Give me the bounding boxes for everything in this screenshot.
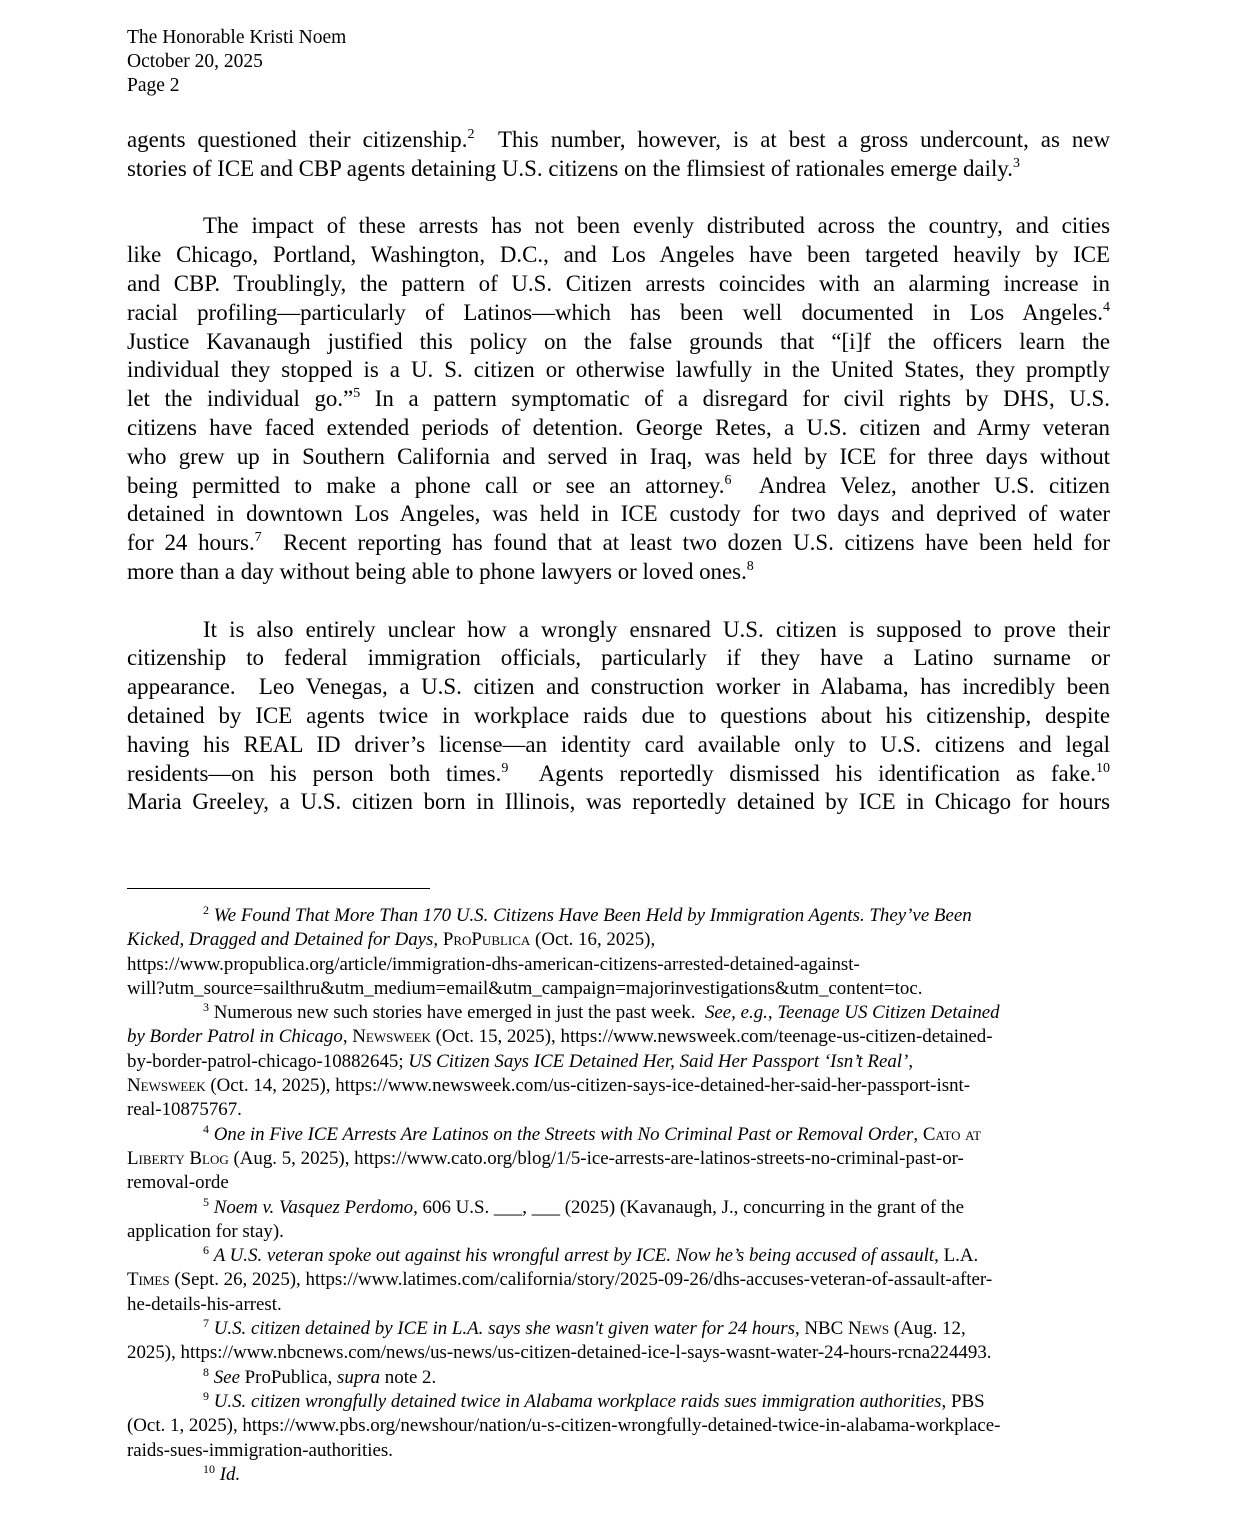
small-caps-text: Times	[127, 1269, 170, 1291]
footnote-marker: 10	[203, 1461, 215, 1476]
footnote-marker: 2	[467, 127, 475, 142]
text-run: note 2.	[380, 1366, 437, 1388]
italic-text: U.S. citizen wrongfully detained twice in Alabama workplace raids sues immigration authorities	[213, 1390, 942, 1412]
footnote-marker: 6	[203, 1243, 209, 1258]
page-number: Page 2	[127, 75, 180, 96]
small-caps-text: News	[847, 1318, 890, 1340]
text-run: raids-sues-immigration-authorities.	[127, 1439, 393, 1461]
paragraph-line	[127, 558, 1110, 587]
footnote-line	[127, 1196, 1110, 1220]
paragraph-line	[127, 529, 1110, 558]
italic-text: supra	[337, 1366, 381, 1388]
text-run: , 606 U.S. ___, ___ (2025) (Kavanaugh, J., concurring in the grant of the	[413, 1196, 964, 1218]
text-run: more than a day without being able to phone lawyers or loved ones.	[127, 558, 747, 584]
text-run: removal-orde	[127, 1172, 229, 1194]
text-run: ,	[767, 1002, 778, 1024]
text-run: (Oct. 1, 2025), https://www.pbs.org/newshour/nation/u-s-citizen-wrongfully-detained-twice-in-alabama-workplace-	[127, 1415, 1001, 1437]
paragraph-line	[127, 702, 1110, 731]
italic-text: US Citizen Says ICE Detained Her, Said Her Passport ‘Isn’t Real’	[408, 1050, 909, 1072]
italic-text: Noem v. Vasquez Perdomo	[213, 1196, 414, 1218]
footnote-line	[127, 1050, 1110, 1074]
footnote-line	[127, 904, 1110, 928]
footnote-marker: 9	[501, 760, 509, 776]
text-run: agents questioned their citizenship.	[127, 127, 468, 152]
text-run: stories of ICE and CBP agents detaining U.S. citizens on the flimsiest of rationales emerge daily.	[127, 155, 1013, 181]
footnote-separator	[127, 888, 430, 889]
footnote-marker: 3	[203, 1000, 209, 1015]
text-run: ,	[342, 1026, 353, 1048]
text-run: detained in downtown Los Angeles, was held in ICE custody for two days and deprived of water	[127, 501, 1110, 527]
text-run: he-details-his-arrest.	[127, 1293, 282, 1315]
text-run: ,	[913, 1123, 923, 1145]
italic-text: U.S. citizen detained by ICE in L.A. says she wasn't given water for 24 hours	[213, 1318, 795, 1340]
footnote-8	[127, 1366, 1110, 1390]
italic-text: by Border Patrol in Chicago	[127, 1026, 343, 1048]
paragraph-line	[127, 241, 1110, 270]
footnote-marker: 5	[203, 1194, 209, 1209]
footnote-line	[127, 1268, 1110, 1292]
text-run: Justice Kavanaugh justified this policy on the false grounds that “[i]f the officers learn the	[127, 328, 1110, 354]
text-run: https://www.propublica.org/article/immigration-dhs-american-citizens-arrested-detained-against-	[127, 953, 860, 975]
footnote-line	[127, 1293, 1110, 1317]
paragraph-line	[127, 472, 1110, 501]
text-run: (Aug. 12,	[889, 1318, 966, 1340]
footnote-line	[127, 1366, 1110, 1390]
text-run: will?utm_source=sailthru&utm_medium=email&utm_campaign=majorinvestigations&utm_content=toc.	[127, 977, 923, 999]
paragraph-line	[127, 644, 1110, 673]
footnote-5	[127, 1196, 1110, 1245]
paragraph-line	[127, 731, 1110, 760]
small-caps-text: Liberty Blog	[127, 1147, 229, 1169]
text-run: (Oct. 14, 2025), https://www.newsweek.com/us-citizen-says-ice-detained-her-said-her-passport-isnt-	[205, 1075, 971, 1097]
text-run: In a pattern symptomatic of a disregard for civil rights by DHS, U.S.	[360, 386, 1110, 412]
footnote-marker: 2	[203, 903, 209, 917]
small-caps-text: Cato at	[922, 1123, 982, 1145]
footnote-line	[127, 1390, 1110, 1414]
text-run: application for stay).	[127, 1220, 284, 1242]
footnote-marker: 4	[203, 1121, 209, 1136]
text-run: The impact of these arrests has not been evenly distributed across the country, and cities	[203, 213, 1110, 239]
italic-text: A U.S. veteran spoke out against his wrongful arrest by ICE. Now he’s being accused of assault	[213, 1245, 935, 1267]
italic-text: See, e.g.	[704, 1002, 768, 1024]
footnote-marker: 8	[746, 558, 754, 574]
footnote-marker: 6	[724, 472, 732, 488]
footnotes	[127, 904, 1110, 1487]
footnote-line	[127, 1317, 1110, 1341]
text-run: citizens have faced extended periods of detention. George Retes, a U.S. citizen and Army veteran	[127, 414, 1110, 440]
footnote-line	[127, 1463, 1110, 1487]
text-run: (Oct. 16, 2025),	[530, 929, 656, 951]
footnote-9	[127, 1390, 1110, 1463]
text-run: appearance. Leo Venegas, a U.S. citizen and construction worker in Alabama, has incredibly been	[127, 674, 1110, 700]
footnote-2	[127, 904, 1110, 1001]
body-text	[127, 126, 1110, 846]
paragraph	[127, 212, 1110, 586]
paragraph-line	[127, 500, 1110, 529]
text-run: (Sept. 26, 2025), https://www.latimes.com/california/story/2025-09-26/dhs-accuses-veteran-of-assault-after-	[169, 1269, 993, 1291]
footnote-line	[127, 928, 1110, 952]
text-run: having his REAL ID driver’s license—an identity card available only to U.S. citizens and legal	[127, 731, 1110, 757]
footnote-marker: 7	[203, 1316, 209, 1331]
text-run: Maria Greeley, a U.S. citizen born in Illinois, was reportedly detained by ICE in Chicago for hours	[127, 789, 1110, 815]
italic-text: We Found That More Than 170 U.S. Citizens Have Been Held by Immigration Agents. They’ve Been	[213, 905, 972, 926]
paragraph	[127, 126, 1110, 184]
footnote-line	[127, 1147, 1110, 1171]
footnote-line	[127, 1220, 1110, 1244]
footnote-line	[127, 977, 1110, 1001]
text-run: racial profiling—particularly of Latinos—which has been well documented in Los Angeles.	[127, 299, 1103, 325]
small-caps-text: ProPublica	[442, 929, 531, 951]
paragraph-line	[127, 126, 1110, 155]
footnote-3	[127, 1001, 1110, 1122]
paragraph-line	[127, 414, 1110, 443]
small-caps-text: Newsweek	[127, 1075, 206, 1097]
paragraph-line	[127, 356, 1110, 385]
text-run: It is also entirely unclear how a wrongly ensnared U.S. citizen is supposed to prove their	[203, 616, 1110, 642]
text-run: detained by ICE agents twice in workplace raids due to questions about his citizenship, despite	[127, 702, 1110, 728]
text-run: ProPublica,	[239, 1366, 338, 1388]
text-run: like Chicago, Portland, Washington, D.C., and Los Angeles have been targeted heavily by ICE	[127, 242, 1110, 268]
footnote-line	[127, 1244, 1110, 1268]
small-caps-text: Newsweek	[352, 1026, 431, 1048]
text-run: , PBS	[941, 1390, 985, 1412]
italic-text: Teenage US Citizen Detained	[777, 1002, 1000, 1024]
paragraph-line	[127, 673, 1110, 702]
text-run: residents—on his person both times.	[127, 760, 502, 786]
text-run: Numerous new such stories have emerged in just the past week.	[209, 1002, 705, 1024]
italic-text: See	[213, 1366, 240, 1388]
footnote-10	[127, 1463, 1110, 1487]
paragraph-line	[127, 299, 1110, 328]
text-run: Andrea Velez, another U.S. citizen	[731, 472, 1110, 498]
text-run: (Aug. 5, 2025), https://www.cato.org/blog/1/5-ice-arrests-are-latinos-streets-no-criminal-past-or-	[228, 1147, 964, 1169]
text-run: This number, however, is at best a gross undercount, as new	[474, 127, 1110, 152]
footnote-marker: 9	[203, 1388, 209, 1403]
paragraph-line	[127, 443, 1110, 472]
text-run: by-border-patrol-chicago-10882645;	[127, 1050, 409, 1072]
italic-text: Id.	[219, 1463, 241, 1485]
italic-text: One in Five ICE Arrests Are Latinos on the Streets with No Criminal Past or Removal Order	[213, 1123, 914, 1145]
footnote-line	[127, 1074, 1110, 1098]
footnote-marker: 5	[353, 386, 361, 402]
footnote-line	[127, 1414, 1110, 1438]
paragraph-line	[127, 155, 1110, 184]
footnote-line	[127, 1001, 1110, 1025]
text-run: 2025), https://www.nbcnews.com/news/us-news/us-citizen-detained-ice-l-says-wasnt-water-24-hours-rcna224493.	[127, 1342, 992, 1364]
letter-header	[127, 26, 346, 98]
paragraph-line	[127, 788, 1110, 817]
paragraph-line	[127, 616, 1110, 645]
text-run: being permitted to make a phone call or see an attorney.	[127, 472, 725, 498]
text-run: , NBC	[794, 1318, 848, 1340]
paragraph-line	[127, 270, 1110, 299]
text-run: (Oct. 15, 2025), https://www.newsweek.com/teenage-us-citizen-detained-	[430, 1026, 993, 1048]
footnote-6	[127, 1244, 1110, 1317]
footnote-line	[127, 1171, 1110, 1195]
text-run: , L.A.	[934, 1245, 979, 1267]
footnote-4	[127, 1123, 1110, 1196]
text-run: individual they stopped is a U. S. citizen or otherwise lawfully in the United States, they promptly	[127, 357, 1110, 383]
footnote-line	[127, 1341, 1110, 1365]
footnote-marker: 3	[1012, 155, 1020, 171]
paragraph-line	[127, 212, 1110, 241]
footnote-7	[127, 1317, 1110, 1366]
footnote-marker: 7	[254, 530, 262, 546]
recipient-line: The Honorable Kristi Noem	[127, 27, 347, 48]
footnote-line	[127, 1439, 1110, 1463]
text-run: citizenship to federal immigration officials, particularly if they have a Latino surname or	[127, 645, 1110, 671]
paragraph-line	[127, 385, 1110, 414]
paragraph-line	[127, 328, 1110, 357]
text-run: who grew up in Southern California and served in Iraq, was held by ICE for three days without	[127, 443, 1110, 469]
footnote-line	[127, 953, 1110, 977]
text-run: Agents reportedly dismissed his identification as fake.	[508, 760, 1097, 786]
text-run: let the individual go.”	[127, 386, 354, 412]
footnote-marker: 10	[1096, 760, 1111, 776]
text-run: ,	[433, 929, 443, 951]
paragraph-line	[127, 760, 1110, 789]
text-run: for 24 hours.	[127, 530, 255, 556]
footnote-line	[127, 1123, 1110, 1147]
paragraph	[127, 616, 1110, 818]
footnote-marker: 8	[203, 1364, 209, 1379]
italic-text: Kicked, Dragged and Detained for Days	[127, 929, 434, 951]
text-run: and CBP. Troublingly, the pattern of U.S. Citizen arrests coincides with an alarming increase in	[127, 270, 1110, 296]
text-run: ,	[908, 1050, 914, 1072]
footnote-line	[127, 1025, 1110, 1049]
text-run: Recent reporting has found that at least two dozen U.S. citizens have been held for	[261, 530, 1110, 556]
footnote-line	[127, 1098, 1110, 1122]
footnote-marker: 4	[1103, 299, 1110, 315]
text-run: real-10875767.	[127, 1099, 242, 1121]
date-line: October 20, 2025	[127, 51, 263, 72]
